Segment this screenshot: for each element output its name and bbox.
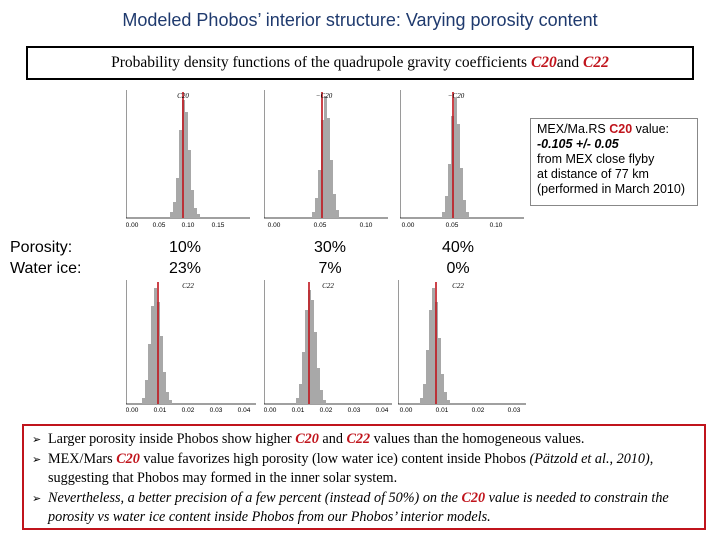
histogram-svg — [264, 90, 388, 230]
axis-label: −C20 — [447, 92, 465, 100]
axis-label: C20 — [177, 92, 189, 100]
arrow-bullet-icon: ➢ — [32, 491, 42, 505]
column-values-1 — [155, 237, 215, 279]
tick-label: 0.04 — [375, 407, 389, 414]
tick-label: 0.10 — [489, 222, 503, 229]
subtitle-box — [26, 46, 694, 80]
slide-title: Modeled Phobos’ interior structure: Varying porosity content — [122, 10, 598, 30]
histogram-c20-porosity-40 — [400, 90, 524, 230]
water-ice-value: 0% — [446, 260, 470, 277]
column-values-3 — [428, 237, 488, 279]
conclusion-bullet-2 — [32, 450, 696, 489]
histogram-bars — [142, 288, 172, 404]
text: value is needed to constrain the porosity vs water ice content inside Phobos from our Phobos’ interior models. — [48, 489, 669, 525]
tick-label: 0.00 — [399, 407, 413, 414]
subtitle-and: and — [556, 54, 580, 71]
note-line-4: at distance of 77 km — [537, 167, 649, 181]
conclusion-bullet-1 — [32, 430, 696, 450]
subtitle-c22: C22 — [583, 54, 609, 71]
text: MEX/Mars — [48, 450, 117, 467]
row-labels — [10, 237, 81, 279]
subtitle-text: Probability density functions of the quadrupole gravity coefficients — [111, 54, 528, 71]
histogram-bars — [420, 288, 450, 404]
histogram-c22-porosity-30 — [264, 280, 392, 414]
tick-label: 0.05 — [445, 222, 459, 229]
text: value favorizes high porosity (low water ice) content inside Phobos — [139, 450, 530, 467]
tick-label: 0.04 — [237, 407, 251, 414]
tick-label: 0.01 — [435, 407, 449, 414]
tick-label: 0.00 — [401, 222, 415, 229]
tick-label: 0.15 — [211, 222, 225, 229]
axis-label: C22 — [182, 282, 194, 290]
mex-value-note — [530, 118, 698, 206]
water-ice-value: 23% — [168, 260, 202, 277]
histogram-c22-porosity-40 — [398, 280, 526, 414]
histogram-c20-porosity-30 — [264, 90, 388, 230]
coefficient: C20 — [295, 431, 319, 447]
histogram-svg — [400, 90, 524, 230]
tick-label: 0.01 — [291, 407, 305, 414]
histogram-svg — [264, 280, 392, 414]
axis-label: C22 — [322, 282, 334, 290]
histogram-svg — [398, 280, 526, 414]
tick-label: 0.00 — [264, 407, 277, 414]
coefficient: C20 — [116, 450, 140, 467]
column-values-2 — [300, 237, 360, 279]
water-ice-value: 7% — [318, 260, 342, 277]
citation: (Pätzold et al., 2010) — [529, 450, 650, 467]
text: Larger porosity inside Phobos show higher — [48, 431, 296, 447]
subtitle-c20: C20 — [530, 54, 557, 71]
tick-label: 0.10 — [359, 222, 373, 229]
coefficient: C22 — [346, 431, 371, 447]
porosity-value: 30% — [313, 239, 347, 256]
conclusion-bullet-3 — [32, 489, 696, 528]
arrow-bullet-icon: ➢ — [32, 433, 42, 446]
coefficient: C20 — [461, 489, 486, 506]
conclusions-box — [22, 424, 706, 530]
tick-label: 0.02 — [181, 407, 195, 414]
histogram-bars — [296, 290, 326, 404]
histogram-svg — [126, 90, 250, 230]
tick-label: 0.03 — [209, 407, 223, 414]
histogram-bars — [312, 96, 339, 218]
histogram-c22-porosity-10 — [126, 280, 256, 414]
tick-label: 0.10 — [181, 222, 195, 229]
porosity-value: 10% — [168, 239, 202, 256]
tick-label: 0.01 — [153, 407, 167, 414]
text: values than the homogeneous values. — [370, 431, 585, 447]
histogram-c20-porosity-10 — [126, 90, 250, 230]
histogram-bars — [170, 100, 200, 218]
porosity-label: Porosity: — [10, 239, 73, 256]
note-prefix: MEX/Ma.RS — [537, 122, 610, 136]
tick-label: 0.02 — [319, 407, 333, 414]
axis-label: C22 — [452, 282, 464, 290]
tick-label: 0.00 — [126, 222, 139, 229]
note-line-3: from MEX close flyby — [537, 152, 655, 166]
water-ice-label: Water ice: — [10, 260, 82, 277]
text: , suggesting that Phobos may formed in the inner solar system. — [48, 450, 654, 486]
histogram-bars — [442, 98, 469, 218]
text: Nevertheless, a better precision of a few percent (instead of 50%) on the — [48, 489, 462, 506]
note-coefficient: C20 — [609, 122, 633, 136]
tick-label: 0.00 — [267, 222, 281, 229]
arrow-bullet-icon: ➢ — [32, 452, 42, 466]
note-line-2: -0.105 +/- 0.05 — [537, 137, 619, 151]
tick-label: 0.05 — [313, 222, 327, 229]
porosity-value: 40% — [441, 239, 475, 256]
histogram-svg — [126, 280, 256, 414]
note-suffix: value: — [632, 122, 670, 136]
tick-label: 0.05 — [152, 222, 166, 229]
note-line-5: (performed in March 2010) — [537, 182, 685, 196]
tick-label: 0.03 — [347, 407, 361, 414]
note-line-1 — [537, 122, 691, 137]
text: and — [318, 431, 347, 447]
tick-label: 0.00 — [126, 407, 139, 414]
tick-label: 0.02 — [471, 407, 485, 414]
tick-label: 0.03 — [507, 407, 521, 414]
axis-label: −C20 — [315, 92, 333, 100]
